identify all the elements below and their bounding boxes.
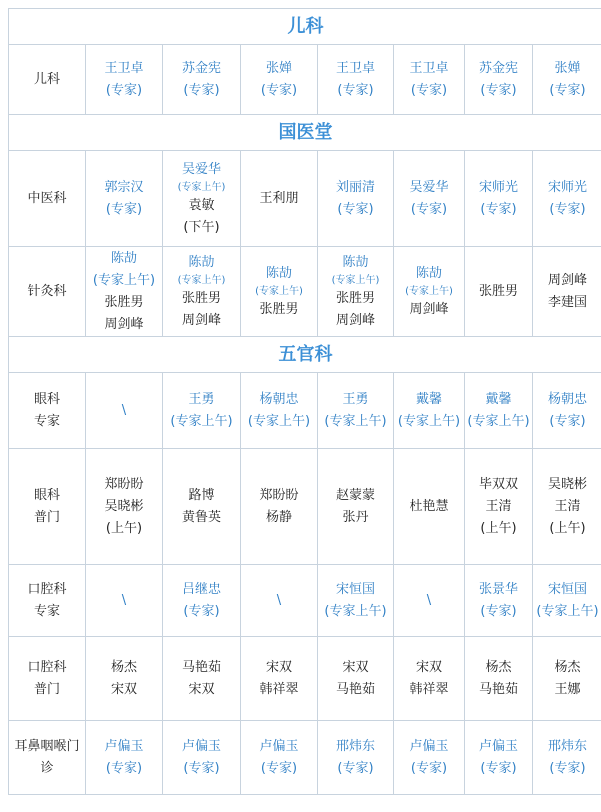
schedule-cell <box>86 565 163 637</box>
department-name-cell <box>9 373 86 449</box>
doctor-link[interactable]: 宋恒国 <box>335 581 375 597</box>
doctor-link[interactable]: 宋师光 <box>547 179 587 195</box>
doctor-name: 毕双双 <box>478 476 518 492</box>
doctor-link[interactable]: (专家) <box>410 201 448 217</box>
schedule-cell <box>394 637 465 721</box>
doctor-link[interactable]: 张婵 <box>265 60 292 76</box>
section-header-row <box>9 9 601 45</box>
doctor-name: 宋双 <box>342 659 369 675</box>
doctor-link[interactable]: 陈劼 <box>342 254 369 270</box>
doctor-name: 路博 <box>188 487 215 503</box>
schedule-cell <box>241 637 318 721</box>
department-row <box>9 449 601 565</box>
department-row <box>9 373 601 449</box>
doctor-name: 韩祥翠 <box>259 681 299 697</box>
schedule-cell <box>394 373 465 449</box>
doctor-link[interactable]: 卢偏玉 <box>181 738 221 754</box>
doctor-link[interactable]: 郭宗汉 <box>104 179 144 195</box>
schedule-cell <box>533 45 601 115</box>
doctor-name: 杨杰 <box>485 659 512 675</box>
doctor-name: 郑盼盼 <box>259 487 299 503</box>
doctor-link[interactable]: (专家) <box>549 82 586 98</box>
doctor-link[interactable]: (专家上午) <box>405 285 453 297</box>
schedule-cell <box>318 373 394 449</box>
doctor-link[interactable]: 邢炜东 <box>547 738 587 754</box>
schedule-cell <box>533 637 601 721</box>
section-title: 儿科 <box>9 9 601 45</box>
department-name-line: 儿科 <box>33 71 60 87</box>
schedule-cell <box>163 247 241 337</box>
schedule-cell <box>533 151 601 247</box>
doctor-name: 宋双 <box>265 659 292 675</box>
schedule-cell <box>394 565 465 637</box>
doctor-link[interactable]: 陈劼 <box>110 250 137 266</box>
doctor-link[interactable]: 王卫卓 <box>409 60 449 76</box>
doctor-link[interactable]: (专家) <box>549 201 586 217</box>
doctor-name: (上午) <box>105 520 143 536</box>
doctor-link[interactable]: (专家) <box>337 82 374 98</box>
doctor-link[interactable]: (专家上午) <box>324 603 387 619</box>
schedule-cell <box>465 45 533 115</box>
doctor-link[interactable]: (专家) <box>549 760 586 776</box>
department-row <box>9 45 601 115</box>
doctor-name: 张丹 <box>342 509 369 525</box>
doctor-link[interactable]: 刘丽清 <box>335 179 375 195</box>
doctor-link[interactable]: (专家上午) <box>324 413 387 429</box>
doctor-name: (下午) <box>183 219 220 235</box>
schedule-cell <box>318 247 394 337</box>
department-name-line: 眼科 <box>33 487 60 503</box>
schedule-cell <box>318 45 394 115</box>
doctor-link[interactable]: 卢偏玉 <box>478 738 518 754</box>
doctor-name: 吴晓彬 <box>547 476 587 492</box>
schedule-cell <box>163 449 241 565</box>
schedule-cell <box>86 373 163 449</box>
schedule-cell <box>163 721 241 795</box>
department-name-cell <box>9 45 86 115</box>
doctor-link[interactable]: (专家上午) <box>331 274 380 286</box>
doctor-link[interactable]: 邢炜东 <box>335 738 375 754</box>
doctor-name: (上午) <box>549 520 586 536</box>
doctor-link[interactable]: 卢偏玉 <box>104 738 144 754</box>
doctor-link[interactable]: (专家上午) <box>536 603 599 619</box>
doctor-name: 王娜 <box>554 681 581 697</box>
section-title: 五官科 <box>9 337 601 373</box>
schedule-cell <box>86 151 163 247</box>
schedule-cell <box>241 565 318 637</box>
doctor-name: 宋双 <box>110 681 137 697</box>
doctor-link[interactable]: 苏金宪 <box>181 60 221 76</box>
department-name-line: 普门 <box>33 509 60 525</box>
doctor-link[interactable]: 卢偏玉 <box>259 738 299 754</box>
doctor-link[interactable]: 吕继忠 <box>181 581 221 597</box>
department-name-line: 耳鼻咽喉门 <box>14 738 80 754</box>
doctor-link[interactable]: (专家) <box>410 760 448 776</box>
schedule-cell <box>86 721 163 795</box>
doctor-name: 宋双 <box>415 659 442 675</box>
section-header-row <box>9 115 601 151</box>
doctor-name: 张胜男 <box>104 294 144 310</box>
doctor-name: 张胜男 <box>259 301 299 317</box>
department-name-cell <box>9 721 86 795</box>
doctor-link[interactable]: 戴馨 <box>485 391 512 407</box>
schedule-cell <box>86 247 163 337</box>
schedule-cell <box>533 247 601 337</box>
schedule-cell <box>394 247 465 337</box>
department-name-line: 普门 <box>33 681 60 697</box>
schedule-cell <box>465 373 533 449</box>
department-name-cell <box>9 449 86 565</box>
doctor-link[interactable]: (专家) <box>183 760 220 776</box>
doctor-name: 黄鲁英 <box>181 509 221 525</box>
doctor-link[interactable]: (专家上午) <box>177 274 226 286</box>
doctor-link[interactable]: (专家) <box>480 603 517 619</box>
schedule-cell <box>163 565 241 637</box>
schedule-cell <box>163 637 241 721</box>
doctor-name: 马艳茹 <box>478 681 518 697</box>
doctor-link[interactable]: (专家上午) <box>397 413 461 429</box>
department-name-cell <box>9 565 86 637</box>
schedule-cell <box>533 721 601 795</box>
doctor-link[interactable]: (专家) <box>105 82 143 98</box>
doctor-name: 李建国 <box>547 294 587 310</box>
clinic-schedule-table <box>8 8 601 795</box>
doctor-name: 郑盼盼 <box>104 476 144 492</box>
doctor-link[interactable]: \ <box>121 592 127 608</box>
schedule-cell <box>241 373 318 449</box>
doctor-link[interactable]: 王卫卓 <box>335 60 375 76</box>
department-row <box>9 151 601 247</box>
schedule-cell <box>465 247 533 337</box>
department-name-line: 口腔科 <box>27 581 67 597</box>
doctor-link[interactable]: (专家) <box>480 82 517 98</box>
doctor-link[interactable]: (专家上午) <box>255 285 303 297</box>
doctor-link[interactable]: 陈劼 <box>188 254 215 270</box>
doctor-link[interactable]: 吴爱华 <box>409 179 449 195</box>
doctor-name: (上午) <box>480 520 517 536</box>
doctor-link[interactable]: 戴馨 <box>415 391 442 407</box>
section-title: 国医堂 <box>9 115 601 151</box>
doctor-name: 周剑峰 <box>547 272 587 288</box>
schedule-cell <box>465 565 533 637</box>
doctor-name: 张胜男 <box>181 290 221 306</box>
doctor-name: 杨杰 <box>110 659 137 675</box>
schedule-cell <box>241 151 318 247</box>
doctor-link[interactable]: 宋师光 <box>478 179 518 195</box>
department-name-cell <box>9 151 86 247</box>
doctor-link[interactable]: (专家) <box>480 760 517 776</box>
schedule-cell <box>533 373 601 449</box>
doctor-name: 马艳茹 <box>335 681 375 697</box>
doctor-name: 王清 <box>485 498 512 514</box>
schedule-cell <box>318 637 394 721</box>
doctor-link[interactable]: 宋恒国 <box>547 581 587 597</box>
doctor-name: 王利朋 <box>259 190 299 206</box>
doctor-link[interactable]: 杨朝忠 <box>547 391 587 407</box>
doctor-link[interactable]: (专家) <box>105 760 143 776</box>
schedule-cell <box>241 45 318 115</box>
department-name-line: 中医科 <box>27 190 67 206</box>
doctor-name: 张胜男 <box>335 290 375 306</box>
doctor-name: 赵蒙蒙 <box>335 487 375 503</box>
doctor-link[interactable]: (专家) <box>337 760 374 776</box>
doctor-name: 杨杰 <box>554 659 581 675</box>
schedule-cell <box>241 721 318 795</box>
doctor-link[interactable]: 苏金宪 <box>478 60 518 76</box>
doctor-link[interactable]: (专家) <box>480 201 517 217</box>
doctor-name: 韩祥翠 <box>409 681 449 697</box>
doctor-link[interactable]: 王卫卓 <box>104 60 144 76</box>
doctor-link[interactable]: 张景华 <box>478 581 518 597</box>
department-row <box>9 247 601 337</box>
doctor-link[interactable]: (专家) <box>183 603 220 619</box>
section-header-row <box>9 337 601 373</box>
schedule-cell <box>86 449 163 565</box>
department-row <box>9 565 601 637</box>
department-name-line: 口腔科 <box>27 659 67 675</box>
department-name-cell <box>9 247 86 337</box>
department-name-cell <box>9 637 86 721</box>
schedule-cell <box>318 151 394 247</box>
schedule-cell <box>533 449 601 565</box>
schedule-cell <box>394 45 465 115</box>
doctor-link[interactable]: 吴爱华 <box>181 161 221 177</box>
schedule-cell <box>318 721 394 795</box>
doctor-name: 王清 <box>554 498 581 514</box>
doctor-link[interactable]: 王勇 <box>342 391 369 407</box>
doctor-link[interactable]: \ <box>426 592 432 608</box>
doctor-name: 宋双 <box>188 681 215 697</box>
doctor-name: 马艳茹 <box>181 659 221 675</box>
doctor-name: 周剑峰 <box>181 312 221 328</box>
schedule-cell <box>465 721 533 795</box>
doctor-link[interactable]: (专家) <box>549 413 586 429</box>
schedule-cell <box>394 449 465 565</box>
doctor-link[interactable]: (专家) <box>260 82 298 98</box>
doctor-link[interactable]: 陈劼 <box>265 265 292 281</box>
schedule-cell <box>394 151 465 247</box>
schedule-cell <box>318 565 394 637</box>
doctor-link[interactable]: (专家上午) <box>92 272 156 288</box>
schedule-cell <box>318 449 394 565</box>
schedule-cell <box>163 373 241 449</box>
doctor-link[interactable]: 卢偏玉 <box>409 738 449 754</box>
doctor-link[interactable]: 张婵 <box>554 60 581 76</box>
doctor-link[interactable]: (专家上午) <box>467 413 530 429</box>
doctor-link[interactable]: 杨朝忠 <box>259 391 299 407</box>
schedule-cell <box>465 637 533 721</box>
department-name-line: 眼科 <box>33 391 60 407</box>
department-name-line: 诊 <box>40 760 54 776</box>
doctor-link[interactable]: (专家) <box>410 82 448 98</box>
doctor-name: 袁敏 <box>188 197 215 213</box>
doctor-name: 周剑峰 <box>335 312 375 328</box>
schedule-cell <box>163 151 241 247</box>
doctor-link[interactable]: (专家上午) <box>177 181 226 193</box>
schedule-cell <box>86 637 163 721</box>
doctor-name: 杜艳慧 <box>409 498 449 514</box>
schedule-cell <box>465 449 533 565</box>
department-row <box>9 721 601 795</box>
doctor-name: 周剑峰 <box>104 316 144 332</box>
doctor-link[interactable]: (专家) <box>183 82 220 98</box>
doctor-link[interactable]: (专家) <box>337 201 374 217</box>
department-name-line: 针灸科 <box>27 283 67 299</box>
doctor-link[interactable]: (专家上午) <box>247 413 311 429</box>
doctor-name: 张胜男 <box>478 283 518 299</box>
doctor-link[interactable]: \ <box>276 592 282 608</box>
schedule-cell <box>394 721 465 795</box>
schedule-cell <box>163 45 241 115</box>
doctor-link[interactable]: 王勇 <box>188 391 215 407</box>
schedule-cell <box>533 565 601 637</box>
doctor-link[interactable]: (专家) <box>105 201 143 217</box>
doctor-name: 周剑峰 <box>409 301 449 317</box>
doctor-name: 杨静 <box>265 509 292 525</box>
schedule-cell <box>241 247 318 337</box>
schedule-cell <box>241 449 318 565</box>
department-row <box>9 637 601 721</box>
schedule-cell <box>465 151 533 247</box>
schedule-body <box>9 9 601 795</box>
doctor-name: 吴晓彬 <box>104 498 144 514</box>
department-name-line: 专家 <box>33 413 60 429</box>
schedule-cell <box>86 45 163 115</box>
doctor-link[interactable]: 陈劼 <box>415 265 442 281</box>
department-name-line: 专家 <box>33 603 60 619</box>
doctor-link[interactable]: (专家上午) <box>170 413 233 429</box>
doctor-link[interactable]: (专家) <box>260 760 298 776</box>
doctor-link[interactable]: \ <box>121 402 127 418</box>
